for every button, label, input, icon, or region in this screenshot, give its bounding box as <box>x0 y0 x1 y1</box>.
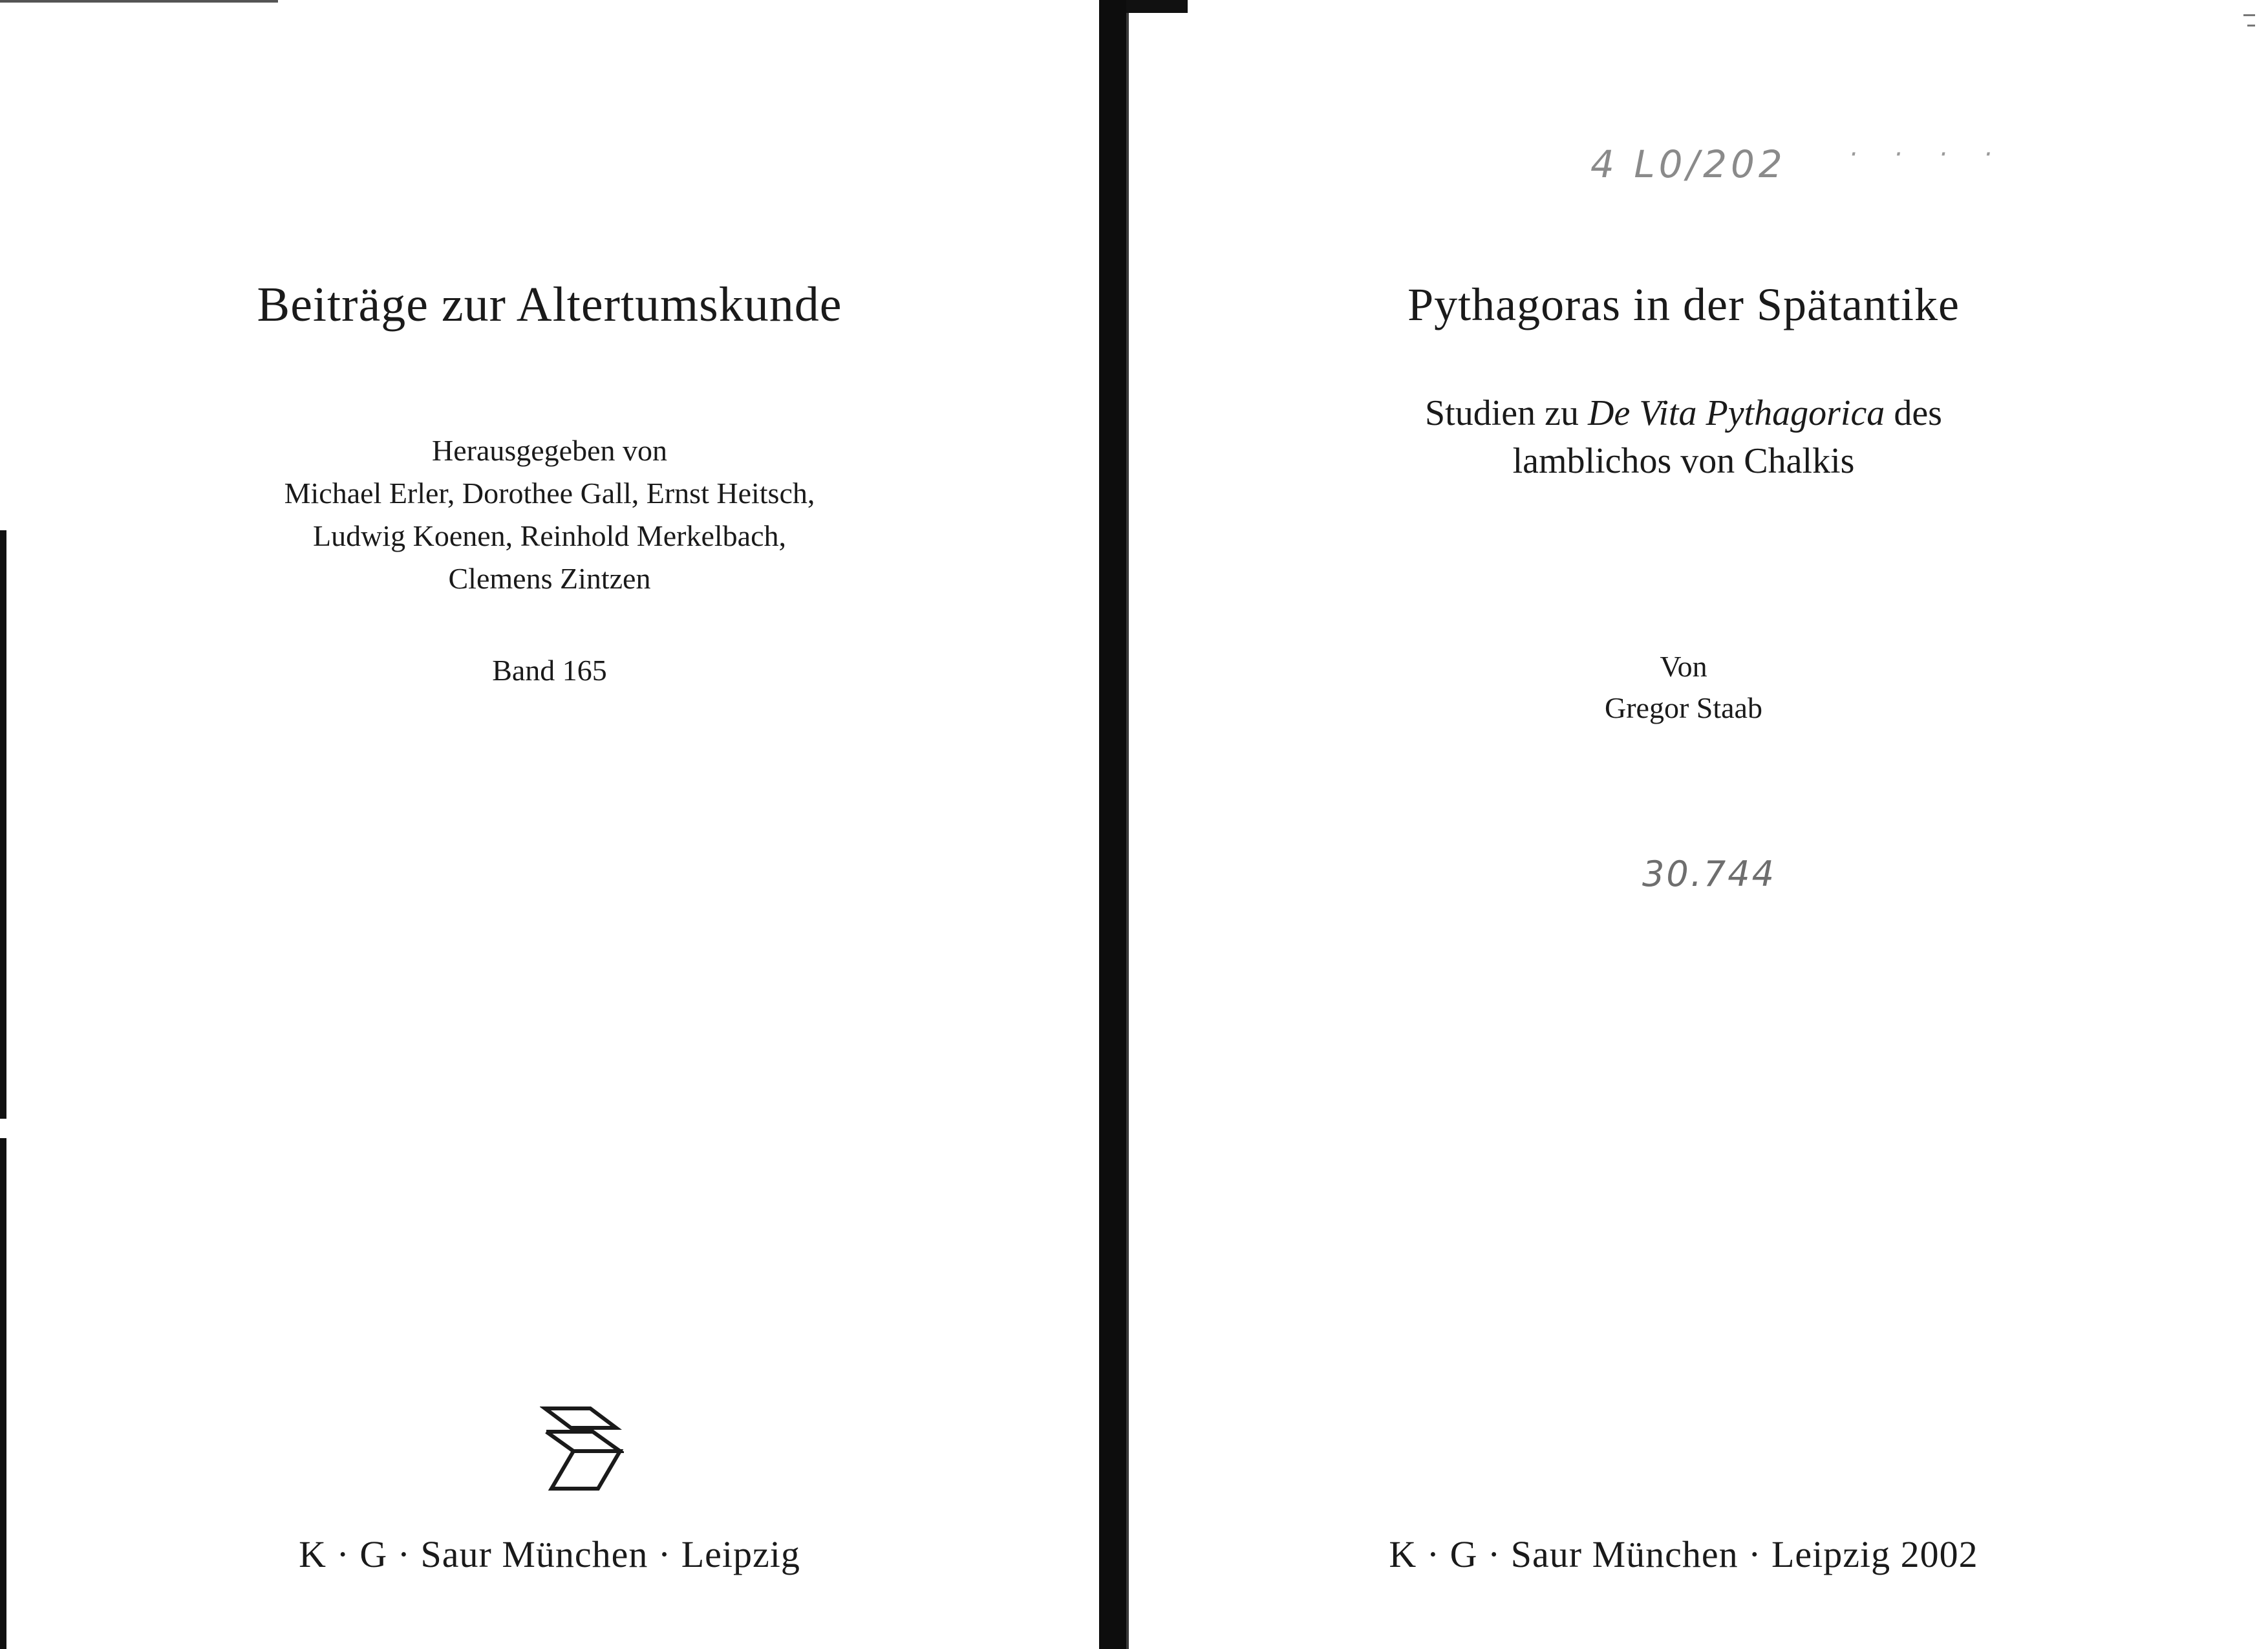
editors-line: Ludwig Koenen, Reinhold Merkelbach, <box>313 519 786 552</box>
volume-number: Band 165 <box>492 654 607 687</box>
right-page <box>1099 0 2268 1649</box>
editors-line: Michael Erler, Dorothee Gall, Ernst Heitsch, <box>284 477 815 510</box>
publisher-imprint: K · G · Saur München · Leipzig 2002 <box>1389 1533 1978 1575</box>
left-page <box>0 0 1099 1649</box>
author-label: Von <box>1660 650 1707 683</box>
book-title: Pythagoras in der Spätantike <box>1407 279 1960 330</box>
publisher-imprint: K · G · Saur München · Leipzig <box>299 1533 800 1575</box>
editors-list <box>0 472 1099 600</box>
subtitle-line-2: lamblichos von Chalkis <box>1512 441 1855 481</box>
editors-line: Clemens Zintzen <box>448 562 651 595</box>
subtitle-text: Studien zu <box>1425 393 1589 433</box>
handwritten-pencil-marks: · · · · <box>1849 140 2007 169</box>
handwritten-call-number: 4 L0/202 <box>1590 142 1786 186</box>
publisher-logo-icon <box>540 1403 624 1494</box>
book-subtitle <box>1099 389 2268 485</box>
series-title: Beiträge zur Altertumskunde <box>257 277 842 332</box>
subtitle-text: des <box>1885 393 1942 433</box>
editors-label: Herausgegeben von <box>431 434 668 467</box>
handwritten-accession-number: 30.744 <box>1642 854 1776 894</box>
subtitle-work-title: De Vita Pythagorica <box>1588 393 1885 433</box>
author-name: Gregor Staab <box>1605 691 1762 724</box>
